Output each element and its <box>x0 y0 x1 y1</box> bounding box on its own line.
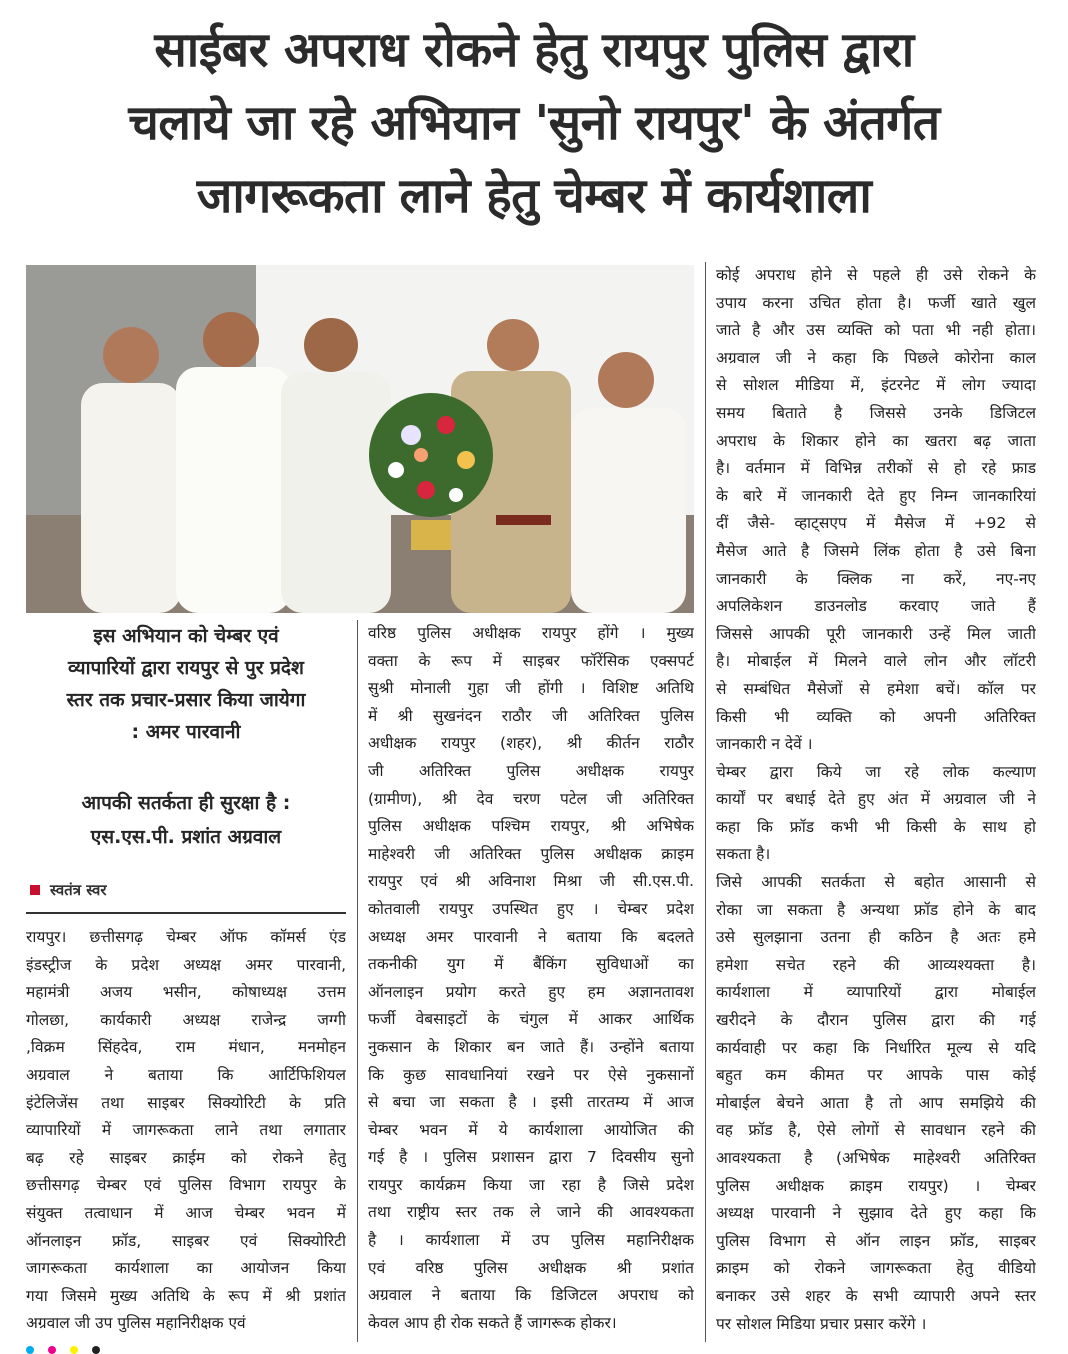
column-divider <box>357 620 358 1342</box>
article-line: व्यापारियों में जागरूकता लाने तथा लगातार <box>26 1121 346 1140</box>
article-line: अपराध के शिकार होने का खतरा बढ़ जाता <box>716 431 1036 450</box>
article-line: क्राइम को रोकने जागरूकता हेतु वीडियो <box>716 1259 1036 1278</box>
article-line: रायपुर एवं श्री अविनाश मिश्रा जी सी.एस.पी. <box>368 872 694 891</box>
yellow-dot-icon <box>70 1346 78 1354</box>
article-line: रायपुर। छत्तीसगढ़ चेम्बर ऑफ कॉमर्स एंड <box>26 928 346 946</box>
article-line: मैसेज आते है जिसमे लिंक होता है उसे बिना <box>716 541 1036 560</box>
article-line: जिसे आपकी सतर्कता से बहोत आसानी से <box>716 873 1036 892</box>
color-registration-marks <box>26 1346 100 1354</box>
article-line: जानकारी न देवें । <box>716 735 813 754</box>
article-line: तथा राष्ट्रीय स्तर तक ले जाने की आवश्यकता <box>368 1203 694 1222</box>
subheading-line: आपकी सतर्कता ही सुरक्षा है : <box>81 792 291 814</box>
article-line: आवश्यकता है (अभिषेक माहेश्वरी अतिरिक्त <box>716 1149 1036 1167</box>
article-column-middle <box>368 620 694 1337</box>
article-line: सकता है। <box>716 845 771 864</box>
article-line: उपाय करना उचित होता है। फर्जी खाते खुल <box>716 293 1036 312</box>
article-line: वक्ता के रूप में साइबर फॉरेंसिक एक्सपर्ट <box>368 651 694 670</box>
article-line: बनाकर उसे शहर के सभी व्यापारी अपने स्तर <box>716 1286 1036 1305</box>
article-line: पुलिस विभाग से ऑन लाइन फ्रॉड, साइबर <box>716 1231 1036 1250</box>
article-line: गई है । पुलिस प्रशासन द्वारा 7 दिवसीय सुनो <box>368 1148 694 1167</box>
article-line: ऑनलाइन प्रयोग करते हुए हम अज्ञानतावश <box>368 982 694 1001</box>
article-line: कार्यशाला में व्यापारियों द्वारा मोबाईल <box>716 983 1036 1002</box>
article-line: एवं वरिष्ठ पुलिस अधीक्षक श्री प्रशांत <box>368 1258 694 1277</box>
headline-line: चलाये जा रहे अभियान 'सुनो रायपुर' के अंतर्गत <box>128 95 940 151</box>
subheading-line: : अमर पारवानी <box>131 721 241 743</box>
article-line: कोई अपराध होने से पहले ही उसे रोकने के <box>716 266 1036 284</box>
article-line: जाते है और उस व्यक्ति को पता भी नही होता। <box>716 321 1036 340</box>
article-line: महामंत्री अजय भसीन, कोषाध्यक्ष उत्तम <box>26 983 346 1002</box>
divider <box>26 912 346 914</box>
article-line: ,विक्रम सिंहदेव, राम मंधान, मनमोहन <box>26 1038 346 1057</box>
article-line: है । कार्यशाला में उप पुलिस महानिरीक्षक <box>368 1231 694 1250</box>
article-column-right <box>716 262 1036 1338</box>
news-photo <box>26 265 694 613</box>
article-line: जी अतिरिक्त पुलिस अधीक्षक रायपुर <box>368 761 694 780</box>
article-line: हमेशा सचेत रहने की आव्यश्यक्ता है। <box>716 955 1036 974</box>
article-line: किसी भी व्यक्ति को अपनी अतिरिक्त <box>716 707 1036 726</box>
column-divider <box>705 262 706 1342</box>
headline <box>0 14 1068 233</box>
black-dot-icon <box>92 1346 100 1354</box>
article-line: है। वर्तमान में विभिन्न तरीकों से हो रहे फ्राड <box>716 459 1036 478</box>
article-line: अग्रवाल जी उप पुलिस महानिरीक्षक एवं <box>26 1314 246 1333</box>
subheading-line: व्यापारियों द्वारा रायपुर से पुर प्रदेश <box>68 657 304 679</box>
article-line: रायपुर कार्यक्रम किया जा रहा है जिसे प्रदेश <box>368 1175 694 1194</box>
article-line: कहा कि फ्रॉड कभी भी किसी के साथ हो <box>716 817 1036 836</box>
article-line: इंटेलिजेंस तथा साइबर सिक्योरिटी के प्रति <box>26 1093 346 1112</box>
article-line: से सोशल मीडिया में, इंटरनेट में लोग ज्यादा <box>716 376 1036 395</box>
article-line: गोलछा, कार्यकारी अध्यक्ष राजेन्द्र जग्गी <box>26 1010 346 1029</box>
article-line: है। मोबाईल में मिलने वाले लोन और लॉटरी <box>716 652 1036 671</box>
article-line: अपलिकेशन डाउनलोड करवाए जाते हैं <box>716 597 1036 616</box>
article-line: बहुत कम कीमत पर आपके पास कोई <box>716 1066 1036 1085</box>
article-line: अग्रवाल ने बताया कि डिजिटल अपराध को <box>368 1286 694 1305</box>
article-line: जानकारी के क्लिक ना करें, नए-नए <box>716 569 1036 588</box>
article-line: रोका जा सकता है अन्यथा फ्रॉड होने के बाद <box>716 900 1036 919</box>
article-line: खरीदने के दौरान पुलिस द्वारा की गई <box>716 1011 1036 1030</box>
article-line: में श्री सुखनंदन राठौर जी अतिरिक्त पुलिस <box>368 706 694 725</box>
article-line: कोतवाली रायपुर उपस्थित हुए । चेम्बर प्रदेश <box>368 899 694 918</box>
subheading-line: इस अभियान को चेम्बर एवं <box>93 625 279 647</box>
subheading-line: स्तर तक प्रचार-प्रसार किया जायेगा <box>66 689 306 711</box>
article-line: चेम्बर भवन में ये कार्यशाला आयोजित की <box>368 1120 694 1139</box>
article-line: छत्तीसगढ़ चेम्बर एवं पुलिस विभाग रायपुर के <box>26 1176 346 1195</box>
article-line: समय बिताते है जिससे उनके डिजिटल <box>716 403 1036 422</box>
article-line: जागरूकता कार्यशाला का आयोजन किया <box>26 1259 346 1278</box>
article-line: बढ़ रहे साइबर क्राईम को रोकने हेतु <box>26 1148 346 1167</box>
article-line: अग्रवाल जी ने कहा कि पिछले कोरोना काल <box>716 348 1036 367</box>
byline <box>30 880 107 900</box>
article-line: फर्जी वेबसाइटों के चंगुल में आकर आर्थिक <box>368 1010 694 1029</box>
article-line: अग्रवाल ने बताया कि आर्टिफिशियल <box>26 1065 346 1084</box>
article-line: तकनीकी युग में बैंकिंग सुविधाओं का <box>368 955 694 974</box>
headline-line: साईबर अपराध रोकने हेतु रायपुर पुलिस द्वारा <box>154 22 914 78</box>
article-line: के बारे में जानकारी देते हुए निम्न जानकारियां <box>716 486 1036 505</box>
article-line: अध्यक्ष पारवानी ने सुझाव देते हुए कहा कि <box>716 1204 1036 1223</box>
article-line: उसे सुलझाना उतना ही कठिन है अतः हमे <box>716 928 1036 947</box>
subheading-chamber <box>26 620 346 748</box>
article-line: वरिष्ठ पुलिस अधीक्षक रायपुर होंगे । मुख्य <box>368 624 694 642</box>
byline-text: स्वतंत्र स्वर <box>50 881 107 899</box>
article-line: दीं जैसे- व्हाट्सएप में मैसेज में +92 से <box>716 514 1036 533</box>
article-line: माहेश्वरी जी अतिरिक्त पुलिस अधीक्षक क्राइम <box>368 844 694 863</box>
article-line: अधीक्षक रायपुर (शहर), श्री कीर्तन राठौर <box>368 734 694 753</box>
cyan-dot-icon <box>26 1346 34 1354</box>
article-line: गया जिसमे मुख्य अतिथि के रूप में श्री प्रशांत <box>26 1286 346 1305</box>
magenta-dot-icon <box>48 1346 56 1354</box>
article-line: इंडस्ट्रीज के प्रदेश अध्यक्ष अमर पारवानी, <box>26 955 346 974</box>
article-line: कि कुछ सावधानियां रखने पर ऐसे नुकसानों <box>368 1065 694 1084</box>
article-line: (ग्रामीण), श्री देव चरण पटेल जी अतिरिक्त <box>368 789 694 808</box>
article-line: सुश्री मोनाली गुहा जी होंगी । विशिष्ट अतिथि <box>368 679 694 698</box>
headline-line: जागरूकता लाने हेतु चेम्बर में कार्यशाला <box>196 168 872 224</box>
article-line: नुकसान के शिकार बन जाते हैं। उन्होंने बताया <box>368 1037 694 1056</box>
article-line: से सम्बंधित मैसेजों से हमेशा बचें। कॉल पर <box>716 679 1036 698</box>
article-column-left <box>26 924 346 1338</box>
article-line: जिससे आपकी पूरी जानकारी उन्हें मिल जाती <box>716 624 1036 643</box>
news-photo-illustration <box>26 265 694 613</box>
article-line: संयुक्त तत्वाधान में आज चेम्बर भवन में <box>26 1203 346 1222</box>
article-line: पुलिस अधीक्षक पश्चिम रायपुर, श्री अभिषेक <box>368 817 694 836</box>
article-line: कार्यों पर बधाई देते हुए अंत में अग्रवाल जी ने <box>716 790 1036 809</box>
subheading-line: एस.एस.पी. प्रशांत अग्रवाल <box>90 826 282 848</box>
article-line: मोबाईल बेचने आता है तो आप समझिये की <box>716 1093 1036 1112</box>
article-line: से बचा जा सकता है । इसी तारतम्य में आज <box>368 1093 694 1112</box>
square-bullet-icon <box>30 885 40 895</box>
article-line: चेम्बर द्वारा किये जा रहे लोक कल्याण <box>716 762 1036 781</box>
article-line: वह फ्रॉड है, ऐसे लोगों से सावधान रहने की <box>716 1121 1036 1140</box>
article-line: अध्यक्ष अमर पारवानी ने बताया कि बदलते <box>368 927 694 946</box>
article-line: पर सोशल मिडिया प्रचार प्रसार करेंगे । <box>716 1314 927 1333</box>
subheading-ssp <box>26 786 346 854</box>
article-line: पुलिस अधीक्षक क्राइम रायपुर) । चेम्बर <box>716 1176 1036 1195</box>
article-line: ऑनलाइन फ्रॉड, साइबर एवं सिक्योरिटी <box>26 1231 346 1250</box>
article-line: केवल आप ही रोक सकते हैं जागरूक होकर। <box>368 1313 617 1332</box>
article-line: कार्यवाही पर कहा कि निर्धारित मूल्य से यदि <box>716 1038 1036 1057</box>
